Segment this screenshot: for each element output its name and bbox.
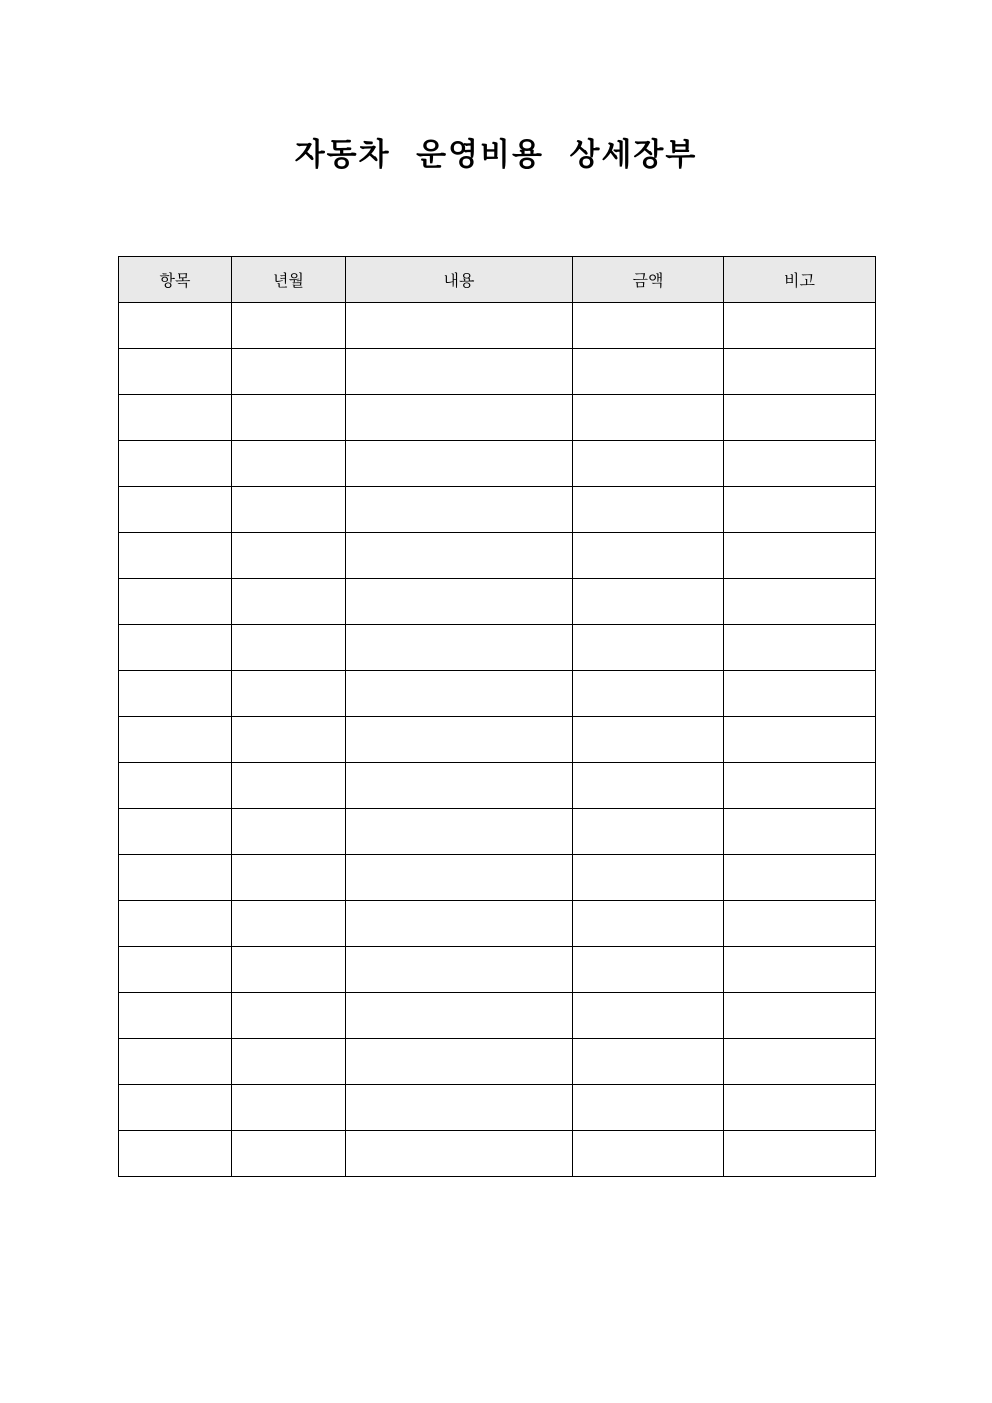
cell-amount (573, 901, 724, 947)
cell-year-month (232, 671, 346, 717)
cell-description (346, 671, 573, 717)
cell-year-month (232, 855, 346, 901)
cell-item (119, 579, 232, 625)
header-year-month: 년월 (232, 257, 346, 303)
table-header-row (119, 257, 876, 303)
cell-description (346, 625, 573, 671)
table-row (119, 717, 876, 763)
cell-item (119, 763, 232, 809)
cell-remarks (724, 1085, 876, 1131)
cell-year-month (232, 625, 346, 671)
cell-year-month (232, 533, 346, 579)
table-row (119, 947, 876, 993)
cell-amount (573, 533, 724, 579)
table-row (119, 855, 876, 901)
cell-item (119, 855, 232, 901)
cell-remarks (724, 533, 876, 579)
cell-year-month (232, 947, 346, 993)
cell-year-month (232, 1085, 346, 1131)
table-row (119, 809, 876, 855)
cell-description (346, 349, 573, 395)
cell-description (346, 809, 573, 855)
header-item: 항목 (119, 257, 232, 303)
cell-year-month (232, 487, 346, 533)
cell-item (119, 809, 232, 855)
cell-item (119, 717, 232, 763)
cell-item (119, 349, 232, 395)
cell-amount (573, 855, 724, 901)
cell-item (119, 487, 232, 533)
cell-amount (573, 671, 724, 717)
cell-amount (573, 579, 724, 625)
cell-description (346, 579, 573, 625)
cell-item (119, 993, 232, 1039)
cell-description (346, 947, 573, 993)
cell-item (119, 395, 232, 441)
table-row (119, 395, 876, 441)
table-row (119, 349, 876, 395)
cell-remarks (724, 947, 876, 993)
cell-item (119, 1085, 232, 1131)
cell-remarks (724, 1131, 876, 1177)
cell-item (119, 303, 232, 349)
cell-description (346, 303, 573, 349)
cell-year-month (232, 1039, 346, 1085)
header-amount: 금액 (573, 257, 724, 303)
table-row (119, 533, 876, 579)
cell-item (119, 1039, 232, 1085)
table-row (119, 579, 876, 625)
cell-amount (573, 487, 724, 533)
cell-year-month (232, 349, 346, 395)
cell-year-month (232, 303, 346, 349)
cell-remarks (724, 1039, 876, 1085)
cell-remarks (724, 901, 876, 947)
table-row (119, 671, 876, 717)
cell-amount (573, 1085, 724, 1131)
table-row (119, 303, 876, 349)
cell-amount (573, 809, 724, 855)
table-row (119, 1131, 876, 1177)
table-row (119, 441, 876, 487)
table-row (119, 901, 876, 947)
cell-remarks (724, 441, 876, 487)
table-row (119, 1039, 876, 1085)
cell-amount (573, 625, 724, 671)
table-row (119, 763, 876, 809)
cell-year-month (232, 441, 346, 487)
cell-remarks (724, 303, 876, 349)
table-row (119, 625, 876, 671)
cell-remarks (724, 579, 876, 625)
cell-item (119, 533, 232, 579)
cell-item (119, 947, 232, 993)
cell-description (346, 533, 573, 579)
cell-description (346, 901, 573, 947)
page-title: 자동차 운영비용 상세장부 (294, 137, 698, 173)
cell-amount (573, 1131, 724, 1177)
cell-remarks (724, 993, 876, 1039)
cell-description (346, 763, 573, 809)
cell-description (346, 441, 573, 487)
cell-remarks (724, 763, 876, 809)
cell-remarks (724, 349, 876, 395)
header-remarks: 비고 (724, 257, 876, 303)
cell-amount (573, 993, 724, 1039)
cell-remarks (724, 671, 876, 717)
cell-description (346, 1131, 573, 1177)
cell-remarks (724, 717, 876, 763)
table-row (119, 993, 876, 1039)
cell-remarks (724, 487, 876, 533)
cell-amount (573, 441, 724, 487)
cell-item (119, 1131, 232, 1177)
cell-year-month (232, 1131, 346, 1177)
cell-description (346, 1039, 573, 1085)
cell-item (119, 671, 232, 717)
header-description: 내용 (346, 257, 573, 303)
cell-item (119, 901, 232, 947)
cell-item (119, 625, 232, 671)
expense-ledger-table (118, 256, 876, 1177)
cell-year-month (232, 993, 346, 1039)
cell-remarks (724, 625, 876, 671)
cell-year-month (232, 809, 346, 855)
cell-description (346, 717, 573, 763)
cell-amount (573, 395, 724, 441)
cell-remarks (724, 809, 876, 855)
cell-description (346, 993, 573, 1039)
cell-year-month (232, 901, 346, 947)
cell-description (346, 855, 573, 901)
cell-year-month (232, 763, 346, 809)
table-row (119, 1085, 876, 1131)
table-row (119, 487, 876, 533)
cell-description (346, 395, 573, 441)
cell-year-month (232, 579, 346, 625)
cell-amount (573, 947, 724, 993)
cell-description (346, 1085, 573, 1131)
cell-remarks (724, 395, 876, 441)
cell-year-month (232, 395, 346, 441)
cell-amount (573, 303, 724, 349)
cell-item (119, 441, 232, 487)
cell-amount (573, 1039, 724, 1085)
cell-amount (573, 717, 724, 763)
table-body (119, 303, 876, 1177)
cell-year-month (232, 717, 346, 763)
cell-amount (573, 349, 724, 395)
cell-description (346, 487, 573, 533)
cell-amount (573, 763, 724, 809)
cell-remarks (724, 855, 876, 901)
